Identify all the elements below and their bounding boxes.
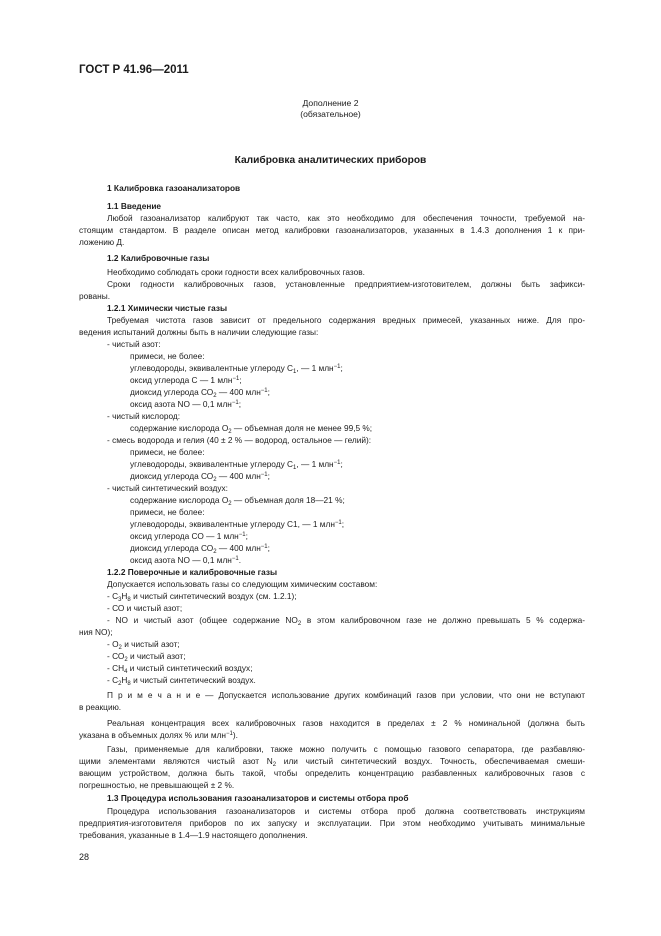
section-1-2-1-heading: 1.2.1 Химически чистые газы xyxy=(107,303,228,313)
list-subitem: углеводороды, эквивалентные углероду С1, — 1 млн$^{-1}$; xyxy=(130,519,345,529)
document-title: Калибровка аналитических приборов xyxy=(234,155,427,166)
list-item: - чистый азот: xyxy=(107,339,161,349)
list-item: - $С_2Н_8$ и чистый синтетический воздух. xyxy=(107,675,256,687)
appendix-title: Дополнение 2 xyxy=(302,98,359,108)
paragraph-line: ведения испытаний должны быть в наличии следующие газы: xyxy=(79,327,319,337)
section-1-1-heading: 1.1 Введение xyxy=(107,201,162,211)
paragraph-line: указана в объемных долях % или млн$^{-1}$). xyxy=(79,730,238,740)
list-subitem: примеси, не более: xyxy=(130,351,205,361)
paragraph-line: Сроки годности калибровочных газов, установленные предприятием-изготовителем, должны быть зафикси- xyxy=(107,279,585,289)
paragraph-line: Любой газоанализатор калибруют так часто, как это необходимо для обеспечения точности, требуемой на- xyxy=(107,213,585,223)
list-item: - $О_2$ и чистый азот; xyxy=(107,639,180,651)
list-subitem: диоксид углерода $СО_2$ — 400 млн$^{-1}$; xyxy=(130,543,270,555)
list-item: - СО и чистый азот; xyxy=(107,603,183,613)
list-subitem: диоксид углерода $СО_2$ — 400 млн$^{-1}$; xyxy=(130,471,270,483)
list-subitem: углеводороды, эквивалентные углероду $С_1$, — 1 млн$^{-1}$; xyxy=(130,363,343,375)
paragraph-line: ния NO); xyxy=(79,627,113,637)
list-item: - $СО_2$ и чистый азот; xyxy=(107,651,186,663)
list-item: - NO и чистый азот (общее содержание $NO_2$ в этом калибровочном газе не должно превышать 5 % содержа- xyxy=(107,615,586,627)
list-item: - $СН_4$ и чистый синтетический воздух; xyxy=(107,663,253,675)
paragraph-line: предприятия-изготовителя приборов по их запуску и эксплуатации. При этом необходимо учитывать минимальные xyxy=(79,818,585,828)
note-line: П р и м е ч а н и е — Допускается использование других комбинаций газов при условии, что они не вступают xyxy=(107,690,585,700)
list-item: - чистый кислород: xyxy=(107,411,181,421)
list-item: - чистый синтетический воздух: xyxy=(107,483,228,493)
paragraph-line: ложению Д. xyxy=(79,237,125,247)
list-subitem: оксид азота NO — 0,1 млн$^{-1}$; xyxy=(130,399,242,409)
section-1-heading: 1 Калибровка газоанализаторов xyxy=(107,183,241,193)
list-item: - $С_3Н_8$ и чистый синтетический воздух (см. 1.2.1); xyxy=(107,591,297,603)
list-subitem: содержание кислорода $О_2$ — объемная доля 18—21 %; xyxy=(130,495,345,507)
list-subitem: диоксид углерода $СО_2$ — 400 млн$^{-1}$; xyxy=(130,387,270,399)
paragraph-line: погрешностью, не превышающей ± 2 %. xyxy=(79,780,235,790)
standard-header: ГОСТ Р 41.96—2011 xyxy=(79,64,189,76)
paragraph-line: стоящим стандартом. В разделе описан метод калибровки газоанализаторов, указанных в 1.4.3 дополнения 1 к при- xyxy=(79,225,585,235)
list-subitem: оксид углерода СО — 1 млн$^{-1}$; xyxy=(130,531,248,541)
page-number: 28 xyxy=(79,852,90,862)
list-subitem: оксид углерода С — 1 млн$^{-1}$; xyxy=(130,375,242,385)
paragraph-line: Допускается использовать газы со следующим химическим составом: xyxy=(107,579,378,589)
paragraph-line: рованы. xyxy=(79,291,111,301)
paragraph-line: Необходимо соблюдать сроки годности всех калибровочных газов. xyxy=(107,267,365,277)
paragraph-line: вающим устройством, должна быть такой, чтобы определить концентрацию разбавленных калибровочных газов с xyxy=(79,768,585,778)
list-item: - смесь водорода и гелия (40 ± 2 % — водород, остальное — гелий): xyxy=(107,435,372,445)
list-subitem: углеводороды, эквивалентные углероду $С_1$, — 1 млн$^{-1}$; xyxy=(130,459,343,471)
paragraph-line: Реальная концентрация всех калибровочных газов находится в пределах ± 2 % номинальной (должна быть xyxy=(107,718,585,728)
paragraph-line: щими элементами являются чистый азот $N_2$ или чистый синтетический воздух. Точность, обеспечиваемая смеши- xyxy=(79,756,585,768)
paragraph-line: Газы, применяемые для калибровки, также можно получить с помощью газового сепаратора, где разбавляю- xyxy=(107,744,585,754)
section-1-2-2-heading: 1.2.2 Поверочные и калибровочные газы xyxy=(107,567,278,577)
list-subitem: примеси, не более: xyxy=(130,447,205,457)
note-line: в реакцию. xyxy=(79,702,122,712)
list-subitem: оксид азота NO — 0,1 млн$^{-1}$. xyxy=(130,555,242,565)
paragraph-line: Требуемая чистота газов зависит от предельного содержания вредных примесей, указанных ниже. Для про- xyxy=(107,315,585,325)
paragraph-line: требования, указанные в 1.4—1.9 настоящего дополнения. xyxy=(79,830,308,840)
section-1-3-heading: 1.3 Процедура использования газоанализаторов и системы отбора проб xyxy=(107,793,409,803)
section-1-2-heading: 1.2 Калибровочные газы xyxy=(107,253,210,263)
appendix-status: (обязательное) xyxy=(300,109,361,119)
list-subitem: примеси, не более: xyxy=(130,507,205,517)
paragraph-line: Процедура использования газоанализаторов и системы отбора проб должна соответствовать инструкциям xyxy=(107,806,585,816)
list-subitem: содержание кислорода $О_2$ — объемная доля не менее 99,5 %; xyxy=(130,423,373,435)
